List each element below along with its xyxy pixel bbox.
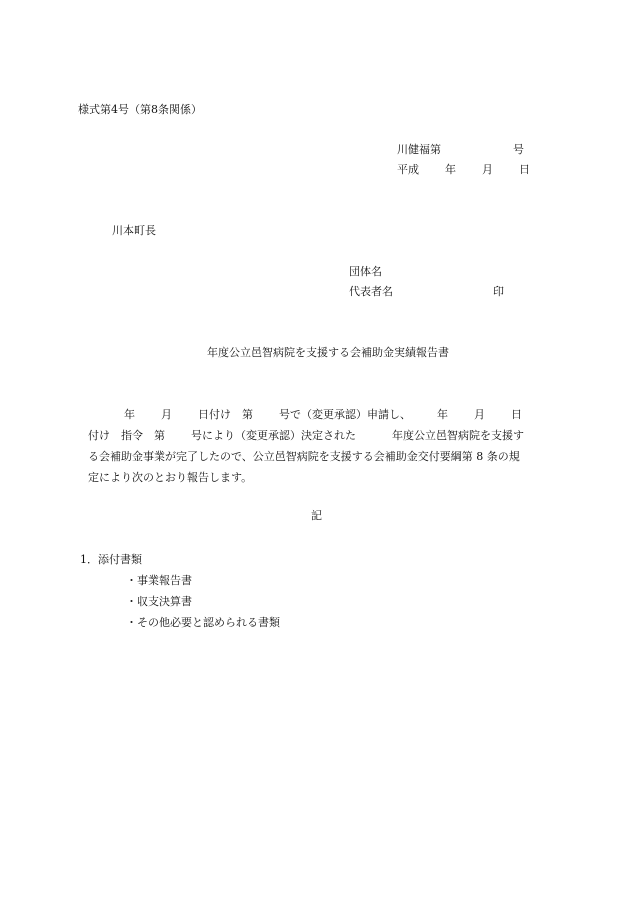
body-application-text: 号で（変更承認）申請し、	[279, 408, 411, 421]
attachments-section	[80, 549, 280, 633]
document-date	[397, 163, 530, 177]
body-month-1: 月	[161, 408, 172, 421]
body-month-2: 月	[474, 408, 485, 421]
body-day-2: 日	[511, 408, 522, 421]
addressee: 川本町長	[112, 224, 156, 237]
date-day: 日	[519, 163, 530, 176]
ki-marker: 記	[311, 509, 322, 522]
date-year: 年	[445, 163, 456, 176]
attachment-item: ・その他必要と認められる書類	[126, 616, 280, 629]
attachment-item: ・事業報告書	[126, 574, 192, 587]
organization-label: 団体名	[349, 265, 382, 278]
body-year-2: 年	[437, 408, 448, 421]
form-label: 様式第4号（第8条関係）	[78, 103, 202, 116]
representative-label: 代表者名	[349, 285, 393, 298]
body-line-2	[88, 425, 550, 446]
body-decision-text: 号により（変更承認）決定された	[191, 429, 356, 442]
seal-mark: 印	[493, 285, 504, 298]
representative-line	[349, 285, 504, 299]
body-line-3: る会補助金事業が完了したので、公立邑智病院を支援する会補助金交付要綱第 8 条の規	[88, 450, 520, 463]
attachment-item: ・収支決算書	[126, 595, 192, 608]
body-paragraph	[88, 404, 550, 488]
body-line-1	[88, 404, 550, 425]
date-month: 月	[482, 163, 493, 176]
body-program-name: 年度公立邑智病院を支援す	[392, 429, 524, 442]
document-title: 年度公立邑智病院を支援する会補助金実績報告書	[207, 346, 449, 359]
body-date-ref-1: 日付け 第	[198, 408, 253, 421]
body-line-4: 定により次のとおり報告します。	[88, 471, 253, 484]
date-era: 平成	[397, 163, 419, 176]
body-year-1: 年	[124, 408, 135, 421]
document-number	[397, 143, 524, 157]
document-number-suffix: 号	[513, 143, 524, 156]
document-number-prefix: 川健福第	[397, 143, 441, 156]
attachments-heading: 1．添付書類	[80, 553, 142, 566]
body-directive-ref: 付け 指令 第	[88, 429, 165, 442]
